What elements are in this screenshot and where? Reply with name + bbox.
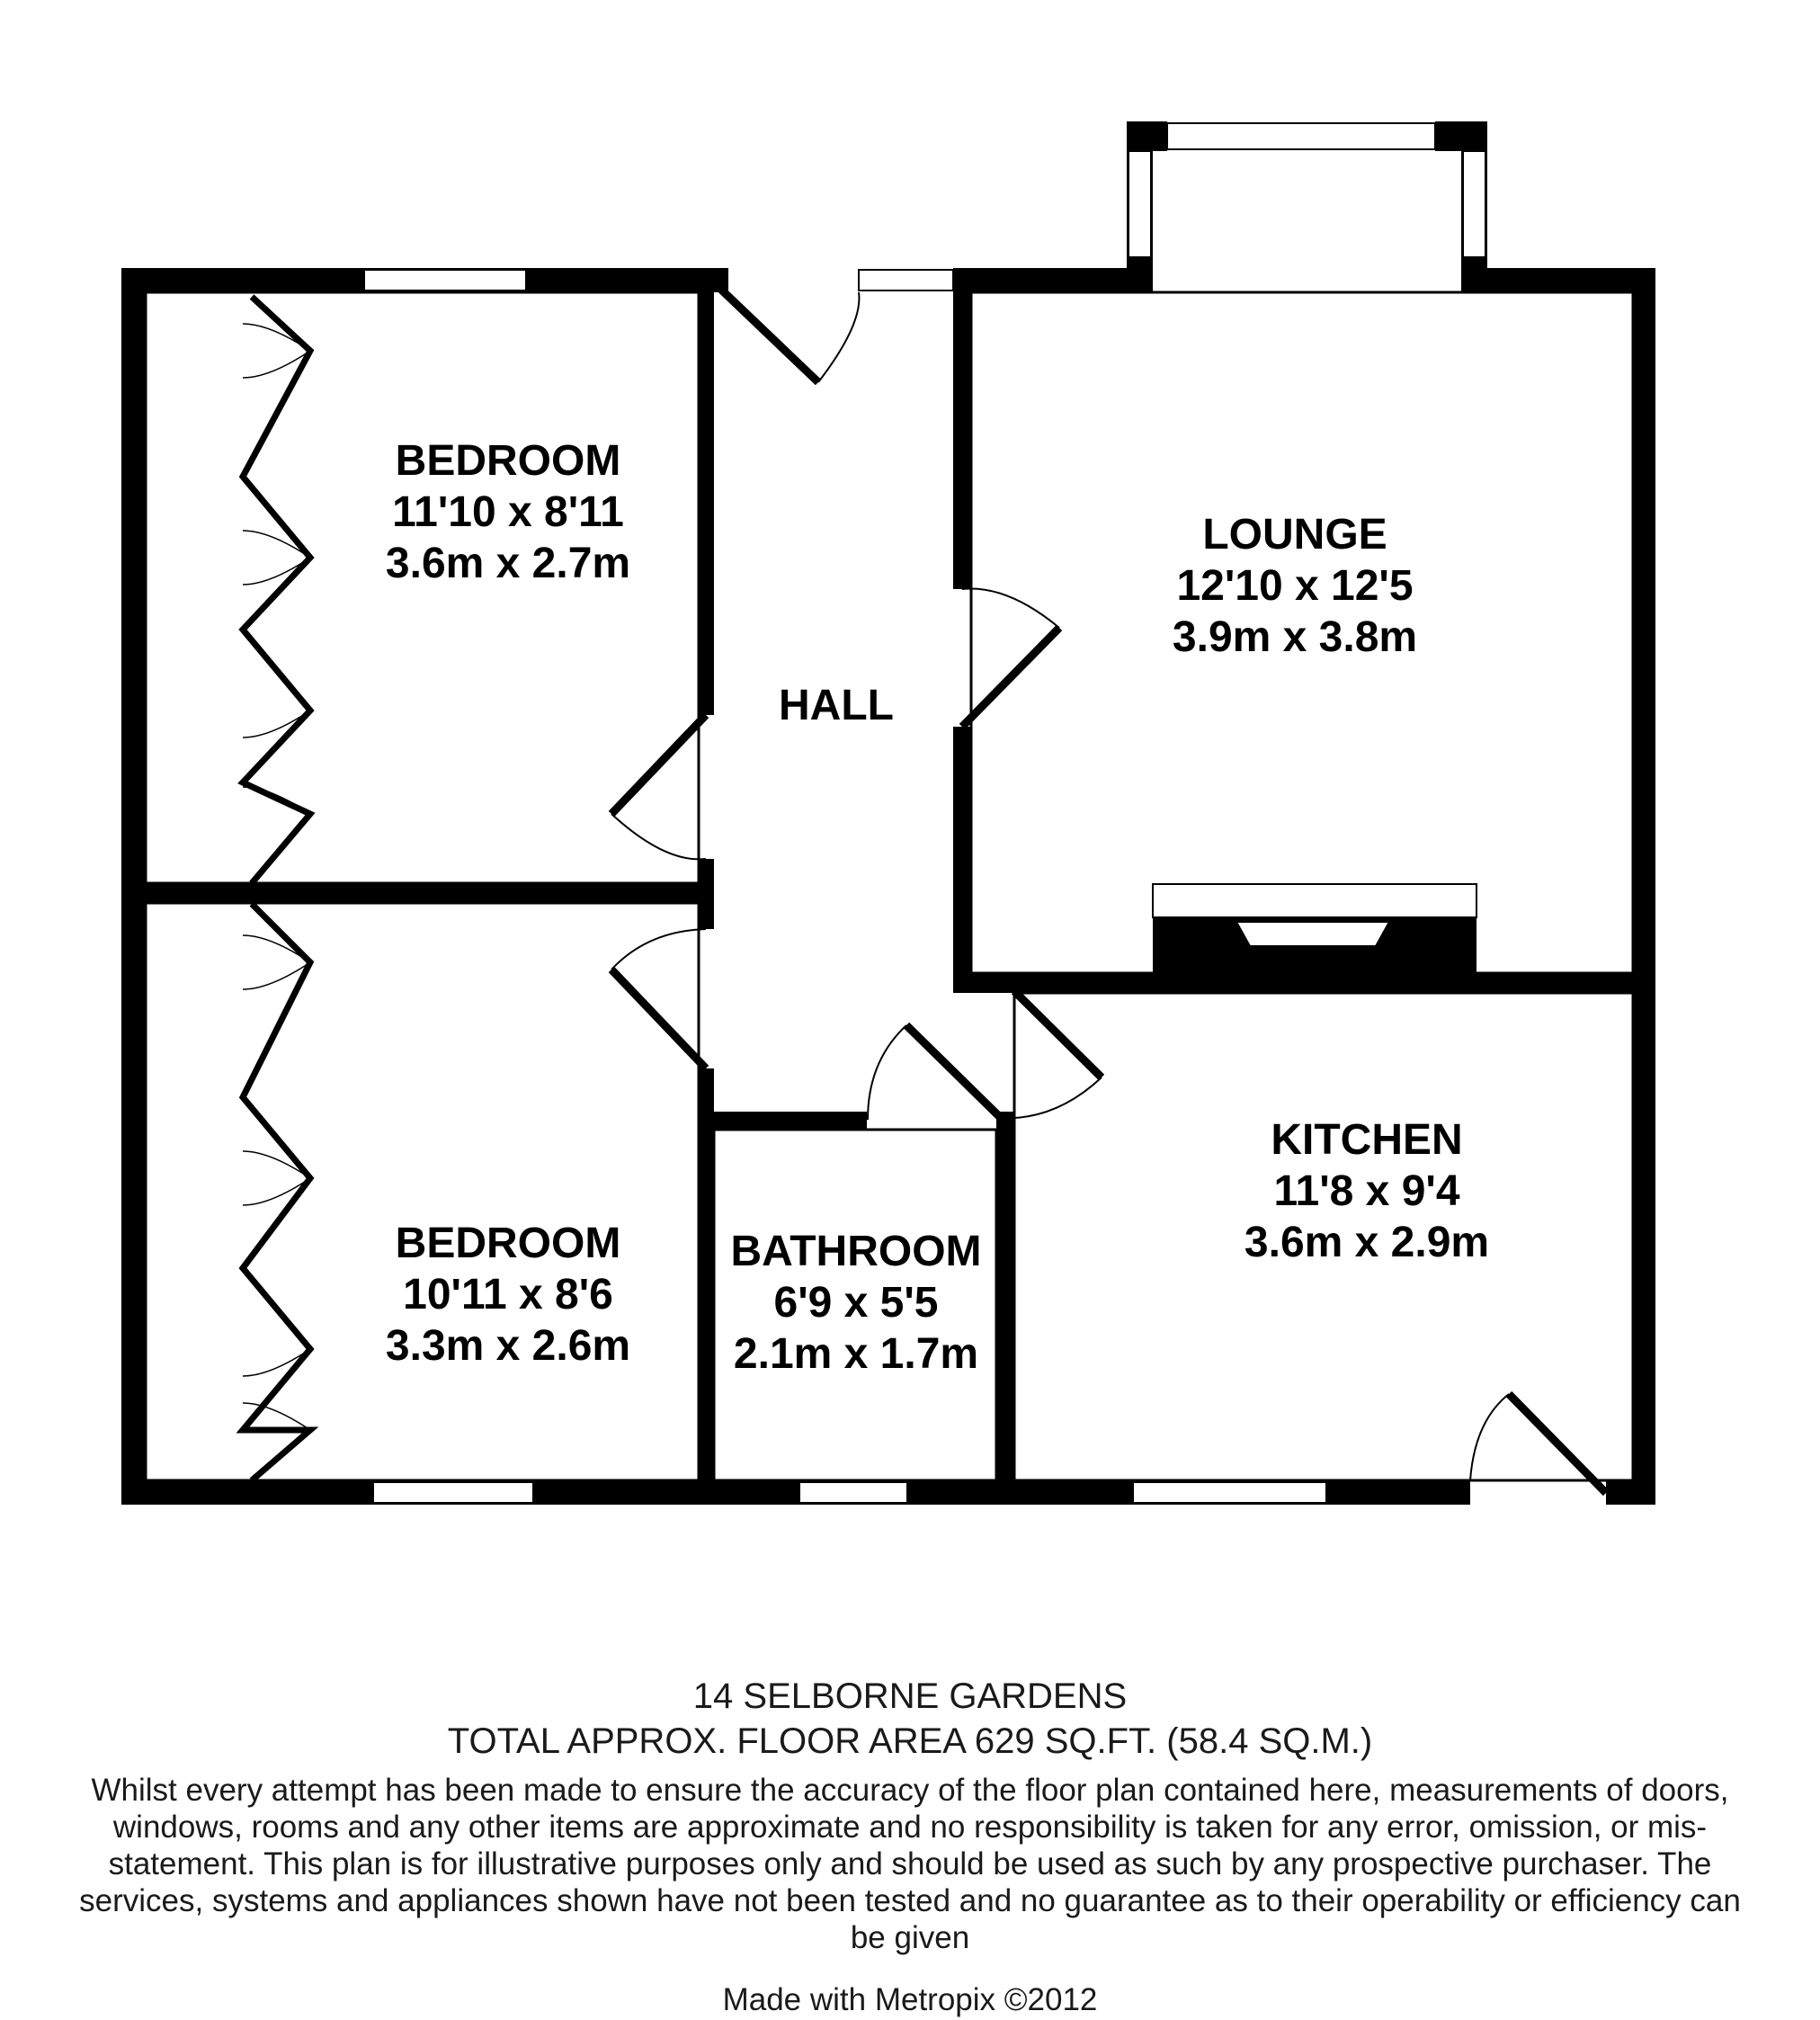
lounge-metric: 3.9m x 3.8m bbox=[1172, 613, 1418, 661]
wall-lounge-kitchen bbox=[953, 973, 1655, 993]
fireplace-opening bbox=[1236, 922, 1389, 946]
bedroom2-imperial: 10'11 x 8'6 bbox=[403, 1271, 613, 1318]
door-bath-leaf bbox=[906, 1025, 1003, 1120]
door-lounge-leaf bbox=[962, 628, 1059, 727]
disclaimer-text: Whilst every attempt has been made to ensure the accuracy of the floor plan contained here, measurements of doors, windows, rooms and any other items are approximate and no responsibility is taken for any error, omission, or mis-statement. This plan is for illustrative purposes only and should be used as such by any prospective purchaser. The services, systems and appliances shown have not been tested and no guarantee as to their operability or efficiency can be given bbox=[79, 1773, 1741, 1955]
address-caption: 14 SELBORNE GARDENS bbox=[692, 1676, 1128, 1716]
bedroom1-metric: 3.6m x 2.7m bbox=[385, 540, 631, 587]
bedroom2-metric: 3.3m x 2.6m bbox=[385, 1322, 631, 1370]
window-bathroom bbox=[799, 1482, 907, 1503]
lounge-name: LOUNGE bbox=[1202, 511, 1387, 559]
wall-bed1-hall-upper bbox=[699, 292, 714, 715]
door-kitchen-leaf bbox=[1014, 991, 1102, 1077]
wall-lounge-left-stub bbox=[953, 268, 1153, 292]
wall-bedroom-divider bbox=[144, 883, 701, 903]
kitchen-imperial: 11'8 x 9'4 bbox=[1273, 1167, 1460, 1215]
door-bed2-leaf bbox=[611, 970, 706, 1068]
bedroom1-name: BEDROOM bbox=[395, 437, 621, 485]
wall-left bbox=[121, 268, 146, 1505]
window-bay-right bbox=[1463, 151, 1485, 257]
bathroom-imperial: 6'9 x 5'5 bbox=[773, 1279, 939, 1327]
wall-bath-right bbox=[996, 1112, 1014, 1482]
window-bay-left bbox=[1129, 151, 1151, 257]
wall-bottom-right-stub bbox=[1606, 1480, 1655, 1505]
door-back-arc bbox=[1470, 1394, 1509, 1480]
lounge-imperial: 12'10 x 12'5 bbox=[1176, 562, 1414, 610]
credit-text: Made with Metropix ©2012 bbox=[722, 1982, 1098, 2017]
wall-hall-lounge-upper bbox=[953, 292, 971, 589]
wall-hall-lounge-lower bbox=[953, 727, 971, 992]
wardrobe-bed2-zigzag bbox=[243, 904, 310, 1480]
door-bed1-arc bbox=[611, 814, 706, 859]
hall-name: HALL bbox=[779, 682, 894, 729]
total-area-caption: TOTAL APPROX. FLOOR AREA 629 SQ.FT. (58.4 SQ.M.) bbox=[447, 1721, 1373, 1761]
bathroom-metric: 2.1m x 1.7m bbox=[733, 1330, 979, 1378]
door-kitchen-arc bbox=[1014, 1077, 1102, 1118]
window-bay-top bbox=[1167, 123, 1435, 149]
door-bath-arc bbox=[868, 1025, 906, 1120]
bedroom2-name: BEDROOM bbox=[395, 1220, 621, 1267]
window-kitchen bbox=[1133, 1482, 1326, 1503]
window-bedroom2 bbox=[373, 1482, 533, 1503]
wall-bath-top bbox=[714, 1112, 867, 1130]
window-hall bbox=[859, 270, 953, 290]
door-back-leaf bbox=[1509, 1394, 1606, 1493]
wall-bed2-hall bbox=[699, 1068, 714, 1482]
wardrobe-bed2-arcs bbox=[243, 935, 310, 1430]
door-front-leaf bbox=[719, 288, 818, 382]
door-front-arc bbox=[818, 292, 859, 382]
wall-top-right bbox=[1461, 268, 1655, 292]
door-bed2-arc bbox=[611, 929, 706, 970]
kitchen-name: KITCHEN bbox=[1271, 1116, 1463, 1164]
door-lounge-arc bbox=[962, 589, 1059, 628]
kitchen-metric: 3.6m x 2.9m bbox=[1244, 1219, 1490, 1266]
wall-right bbox=[1633, 268, 1655, 1502]
fireplace bbox=[1153, 884, 1477, 973]
window-bedroom1 bbox=[364, 270, 526, 290]
door-bed1-leaf bbox=[611, 715, 706, 814]
bedroom1-imperial: 11'10 x 8'11 bbox=[392, 488, 624, 536]
bathroom-name: BATHROOM bbox=[730, 1228, 982, 1275]
fireplace-hearth bbox=[1153, 884, 1477, 917]
